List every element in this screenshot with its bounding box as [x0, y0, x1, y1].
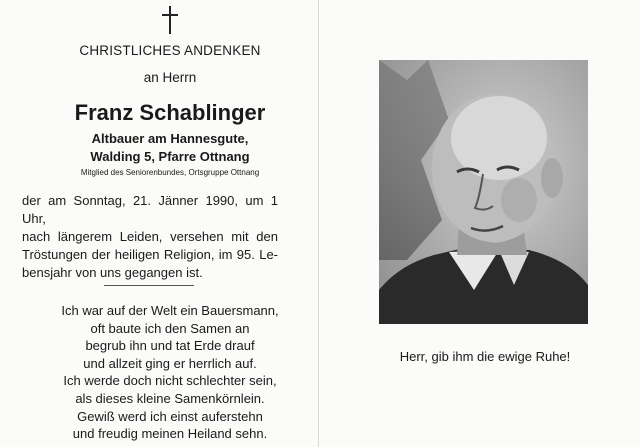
portrait-figure: [379, 60, 588, 324]
poem-line: Gewiß werd ich einst auferstehn: [77, 408, 263, 424]
poem-line: Ich war auf der Welt ein Bauersmann,: [61, 303, 279, 318]
notice-line: nach längerem Leiden, versehen mit den: [22, 229, 278, 244]
notice-line: bensjahr von uns gegangen ist.: [22, 265, 203, 280]
poem-line: als dieses kleine Samenkörnlein.: [75, 390, 265, 406]
notice-line: Tröstungen der heiligen Religion, im 95. Le-: [22, 247, 278, 262]
cross-icon: [162, 6, 178, 34]
death-notice: [22, 192, 278, 282]
membership-line: Mitglied des Seniorenbundes, Ortsgruppe Ottnang: [80, 168, 260, 177]
poem-line: Ich werde doch nicht schlechter sein,: [63, 373, 277, 389]
poem-line: begrub ihn und tat Erde drauf: [85, 338, 255, 354]
notice-line: der am Sonntag, 21. Jänner 1990, um 1 Uhr,: [22, 193, 278, 226]
divider: [104, 285, 194, 286]
poem: [22, 302, 318, 443]
photo-caption: Herr, gib ihm die ewige Ruhe!: [399, 349, 571, 364]
card-fold-line: [318, 0, 319, 447]
portrait-photo: [379, 60, 588, 324]
occupation-line: Altbauer am Hannesgute,: [91, 131, 249, 146]
poem-line: und freudig meinen Heiland sehn.: [72, 426, 268, 442]
deceased-name: Franz Schablinger: [74, 100, 266, 125]
addressee-line: an Herrn: [143, 70, 197, 85]
poem-line: und allzeit ging er herrlich auf.: [83, 355, 257, 371]
card-heading: CHRISTLICHES ANDENKEN: [79, 43, 261, 58]
address-line: Walding 5, Pfarre Ottnang: [90, 149, 250, 164]
poem-line: oft baute ich den Samen an: [90, 320, 250, 336]
